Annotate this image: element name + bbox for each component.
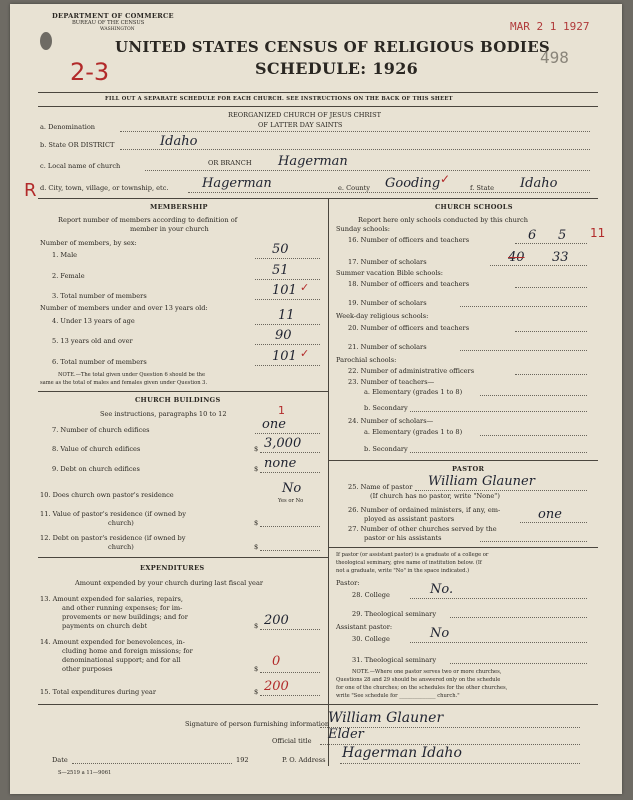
form-title: UNITED STATES CENSUS OF RELIGIOUS BODIES xyxy=(115,38,551,56)
dollar-q11: $ xyxy=(254,519,259,527)
dollar-q14: $ xyxy=(254,665,259,673)
q10-value[interactable]: No xyxy=(282,481,302,496)
check-mark-q6: ✓ xyxy=(300,347,310,360)
q5-label: 5. 13 years old and over xyxy=(52,337,133,345)
by-sex-label: Number of members, by sex: xyxy=(40,239,137,247)
schedule-title: SCHEDULE: 1926 xyxy=(255,59,419,78)
q13-a: 13. Amount expended for salaries, repairs, xyxy=(40,595,183,603)
q15-label: 15. Total expenditures during year xyxy=(40,688,156,696)
q26-a: 26. Number of ordained ministers, if any, em- xyxy=(348,506,501,514)
q6-value[interactable]: 101 xyxy=(272,349,297,364)
membership-note-2: same as the total of males and females given under Question 3. xyxy=(40,380,208,386)
check-mark: ✓ xyxy=(440,172,451,186)
q29-label: 29. Theological seminary xyxy=(352,610,437,618)
q19-label: 19. Number of scholars xyxy=(348,299,427,307)
state-label: b. State OR DISTRICT xyxy=(40,141,115,149)
q4-value[interactable]: 11 xyxy=(278,308,295,323)
q16-value-b[interactable]: 5 xyxy=(558,228,567,243)
pastor-note-1: NOTE.—Where one pastor serves two or more churches, xyxy=(352,669,502,675)
q5-value[interactable]: 90 xyxy=(275,328,292,343)
local-name-label: c. Local name of church xyxy=(40,162,121,170)
q20-label: 20. Number of officers and teachers xyxy=(348,324,470,332)
membership-intro-1: Report number of members according to definition of xyxy=(58,216,238,224)
q26-b: ployed as assistant pastors xyxy=(364,515,455,523)
sunday-label: Sunday schools: xyxy=(336,225,390,233)
q8-value[interactable]: 3,000 xyxy=(264,436,302,451)
form-code: S—2519 a 11—9061 xyxy=(58,770,112,776)
vacation-label: Summer vacation Bible schools: xyxy=(336,269,444,277)
received-stamp: MAR 2 1 1927 xyxy=(510,20,590,33)
q25-value[interactable]: William Glauner xyxy=(428,474,535,489)
q1-value[interactable]: 50 xyxy=(272,242,289,257)
q17-label: 17. Number of scholars xyxy=(348,258,427,266)
q9-value[interactable]: none xyxy=(264,456,297,471)
schools-sub: Report here only schools conducted by this church xyxy=(358,216,528,224)
buildings-title: CHURCH BUILDINGS xyxy=(135,396,221,404)
official-title-label: Official title xyxy=(272,737,312,745)
q13-d: payments on church debt xyxy=(62,622,148,630)
q28-value[interactable]: No. xyxy=(430,582,454,597)
stamp-number: 498 xyxy=(540,48,569,67)
q8-label: 8. Value of church edifices xyxy=(52,445,141,453)
instruction-line: FILL OUT A SEPARATE SCHEDULE FOR EACH CHURCH. SEE INSTRUCTIONS ON THE BACK OF THIS SHEET xyxy=(105,96,453,102)
buildings-sub: See instructions, paragraphs 10 to 12 xyxy=(100,410,227,418)
grad-note-3: not a graduate, write "No" in the space indicated.) xyxy=(336,568,470,574)
q24-label: 24. Number of scholars— xyxy=(348,417,434,425)
q22-label: 22. Number of administrative officers xyxy=(348,367,475,375)
q15-value[interactable]: 200 xyxy=(264,679,289,694)
membership-note-1: NOTE.—The total given under Question 6 should be the xyxy=(58,372,206,378)
county-label: e. County xyxy=(338,184,370,192)
q16-value-a[interactable]: 6 xyxy=(528,228,537,243)
local-name-value[interactable]: Hagerman xyxy=(278,154,348,169)
date-label: Date xyxy=(52,756,68,764)
q23b-label: b. Secondary xyxy=(364,404,408,412)
q13-b: and other running expenses; for im- xyxy=(62,604,183,612)
census-schedule-page xyxy=(10,4,622,794)
q25-label: 25. Name of pastor xyxy=(348,483,413,491)
city-label: d. City, town, village, or township, etc. xyxy=(40,184,169,192)
q3-value[interactable]: 101 xyxy=(272,283,297,298)
membership-title: MEMBERSHIP xyxy=(150,203,208,211)
q14-value[interactable]: 0 xyxy=(272,654,281,669)
state2-label: f. State xyxy=(470,184,495,192)
buildings-red-mark: 1 xyxy=(278,404,285,417)
signature-value[interactable]: William Glauner xyxy=(328,710,444,726)
q6-label: 6. Total number of members xyxy=(52,358,147,366)
pastor-title: PASTOR xyxy=(452,465,485,473)
q14-a: 14. Amount expended for benevolences, in- xyxy=(40,638,185,646)
q27-b: pastor or his assistants xyxy=(364,534,442,542)
q16-label: 16. Number of officers and teachers xyxy=(348,236,470,244)
q14-b: cluding home and foreign missions; for xyxy=(62,647,193,655)
r-mark: R xyxy=(24,180,37,201)
q13-value[interactable]: 200 xyxy=(264,613,289,628)
dollar-q13: $ xyxy=(254,622,259,630)
state-value[interactable]: Idaho xyxy=(160,134,198,149)
official-title-value[interactable]: Elder xyxy=(328,727,364,742)
membership-intro-2: member in your church xyxy=(130,225,209,233)
signature-label: Signature of person furnishing information xyxy=(185,720,330,728)
q9-label: 9. Debt on church edifices xyxy=(52,465,140,473)
punch-hole xyxy=(40,32,52,50)
q21-label: 21. Number of scholars xyxy=(348,343,427,351)
red-number: 2-3 xyxy=(70,58,110,86)
q4-label: 4. Under 13 years of age xyxy=(52,317,135,325)
q23a-label: a. Elementary (grades 1 to 8) xyxy=(364,388,463,396)
printed-branch: OR BRANCH xyxy=(208,159,252,167)
pastor-note-2: Questions 28 and 29 should be answered only on the schedule xyxy=(336,677,501,683)
expenditures-sub: Amount expended by your church during last fiscal year xyxy=(75,579,264,587)
check-mark-q3: ✓ xyxy=(300,281,310,294)
po-address-value[interactable]: Hagerman Idaho xyxy=(342,745,462,761)
q2-label: 2. Female xyxy=(52,272,85,280)
pastor-note-3: for one of the churches; on the schedules for the other churches, xyxy=(336,685,508,691)
q26-value[interactable]: one xyxy=(538,507,562,522)
q25-note: (If church has no pastor, write "None") xyxy=(370,492,500,500)
q30-label: 30. College xyxy=(352,635,390,643)
parochial-label: Parochial schools: xyxy=(336,356,397,364)
q24a-label: a. Elementary (grades 1 to 8) xyxy=(364,428,463,436)
asst-pastor-label: Assistant pastor: xyxy=(336,623,393,631)
q24b-label: b. Secondary xyxy=(364,445,408,453)
printed-denomination-2: OF LATTER DAY SAINTS xyxy=(258,121,343,129)
schools-title: CHURCH SCHOOLS xyxy=(435,203,513,211)
q12-label-a: 12. Debt on pastor's residence (if owned by xyxy=(40,534,186,542)
q18-label: 18. Number of officers and teachers xyxy=(348,280,470,288)
q12-label-b: church) xyxy=(108,543,134,551)
q31-label: 31. Theological seminary xyxy=(352,656,437,664)
q3-label: 3. Total number of members xyxy=(52,292,147,300)
bureau-label: BUREAU OF THE CENSUS xyxy=(72,20,145,26)
q7-label: 7. Number of church edifices xyxy=(52,426,150,434)
dollar-q8: $ xyxy=(254,445,259,453)
q10-label: 10. Does church own pastor's residence xyxy=(40,491,174,499)
q14-c: denominational support; and for all xyxy=(62,656,181,664)
dollar-q12: $ xyxy=(254,543,259,551)
pastor-label: Pastor: xyxy=(336,579,360,587)
weekday-label: Week-day religious schools: xyxy=(336,312,429,320)
q17-value-b[interactable]: 33 xyxy=(552,250,569,265)
q1-label: 1. Male xyxy=(52,251,78,259)
q2-value[interactable]: 51 xyxy=(272,263,289,278)
dollar-q9: $ xyxy=(254,465,259,473)
grad-note-2: theological seminary, give name of institution below. (If xyxy=(336,560,482,566)
q14-d: other purposes xyxy=(62,665,113,673)
printed-denomination-1: REORGANIZED CHURCH OF JESUS CHRIST xyxy=(228,111,382,119)
q13-c: provements or new buildings; and for xyxy=(62,613,188,621)
expenditures-title: EXPENDITURES xyxy=(140,564,205,572)
q7-value[interactable]: one xyxy=(262,417,286,432)
city-label: WASHINGTON xyxy=(100,27,135,32)
state2-value[interactable]: Idaho xyxy=(520,176,558,191)
city-value[interactable]: Hagerman xyxy=(202,176,272,191)
dollar-q15: $ xyxy=(254,688,259,696)
dept-label: DEPARTMENT OF COMMERCE xyxy=(52,12,174,20)
yesno-hint: Yes or No xyxy=(278,498,304,504)
grad-note-1: If pastor (or assistant pastor) is a graduate of a college or xyxy=(336,552,489,558)
q17-value-a[interactable]: 40 xyxy=(508,250,525,265)
q11-label-a: 11. Value of pastor's residence (if owned by xyxy=(40,510,186,518)
q23-label: 23. Number of teachers— xyxy=(348,378,435,386)
pastor-note-4: write "See schedule for ______________ church." xyxy=(336,693,460,699)
po-address-label: P. O. Address xyxy=(282,756,326,764)
q27-a: 27. Number of other churches served by the xyxy=(348,525,497,533)
q11-label-b: church) xyxy=(108,519,134,527)
age-intro: Number of members under and over 13 years old: xyxy=(40,304,208,312)
q16-red-mark: 11 xyxy=(590,226,606,240)
denomination-label: a. Denomination xyxy=(40,123,96,131)
county-value[interactable]: Gooding xyxy=(385,176,441,191)
date-year: 192 xyxy=(236,756,249,764)
q28-label: 28. College xyxy=(352,591,390,599)
q30-value[interactable]: No xyxy=(430,626,450,641)
